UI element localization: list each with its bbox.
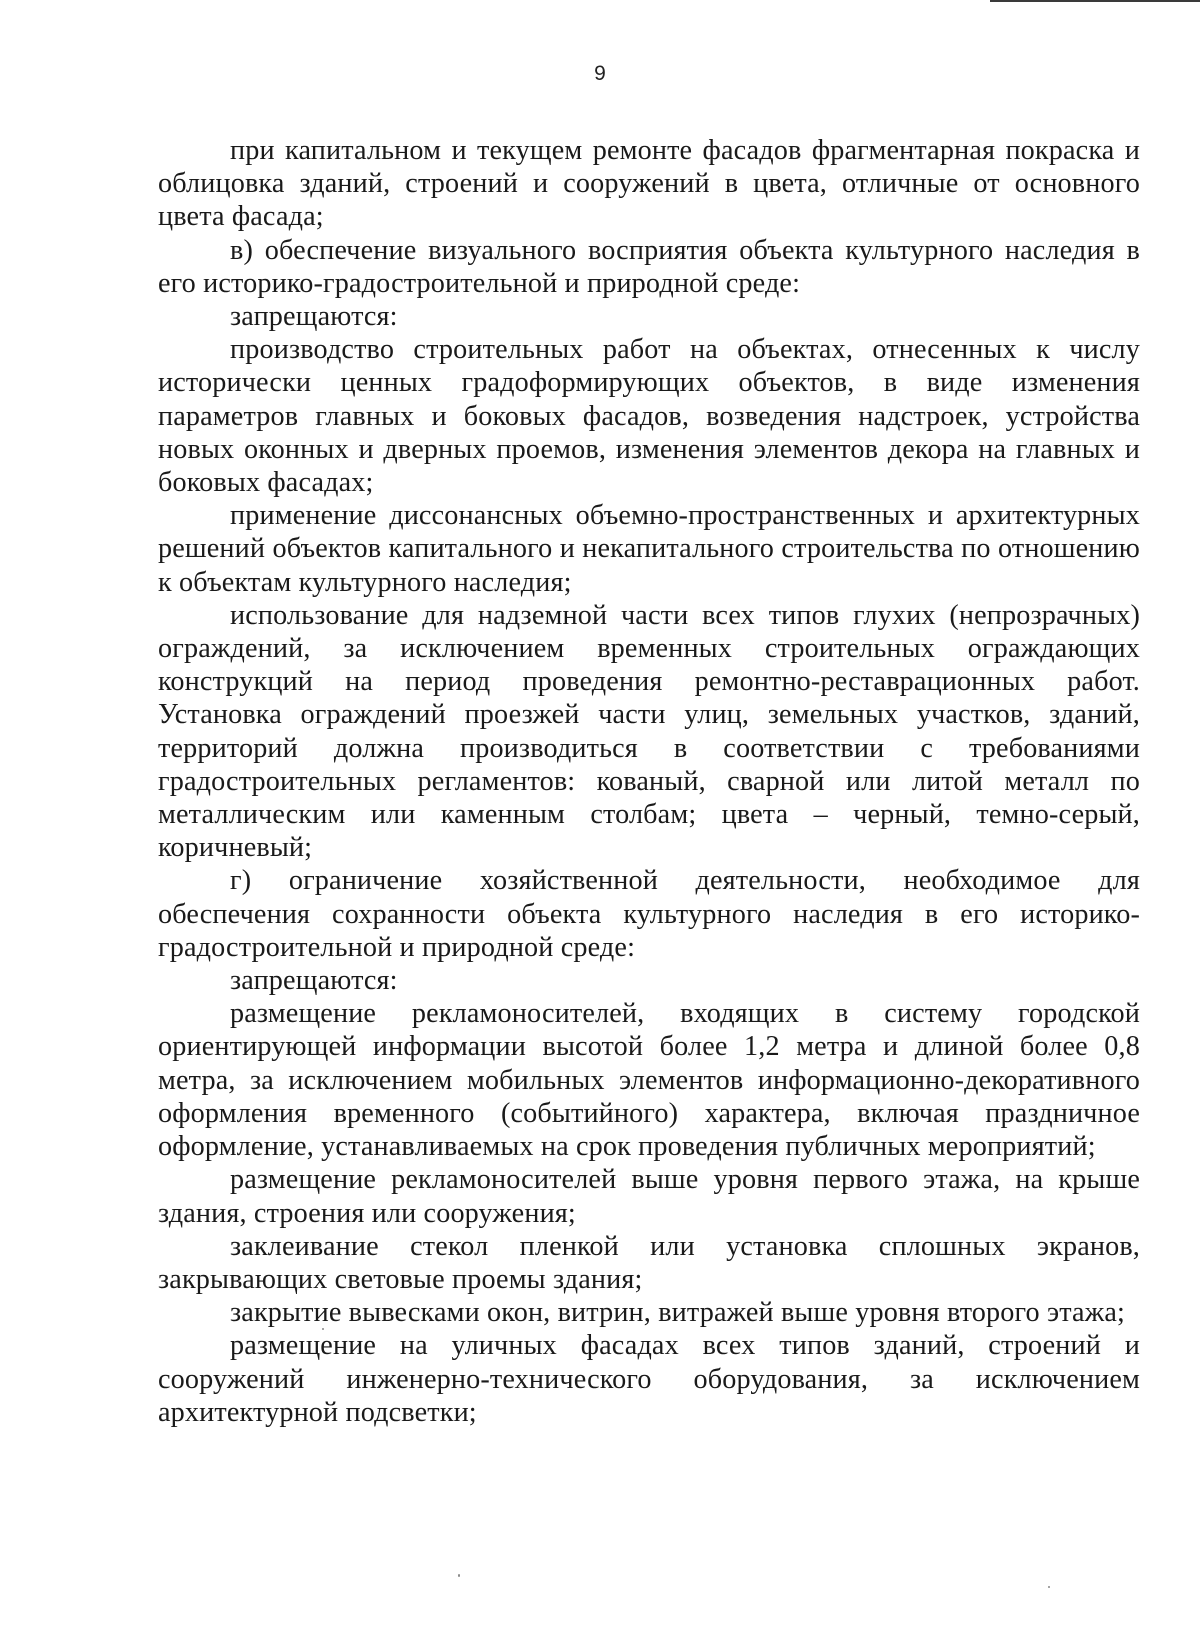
scan-speck bbox=[1048, 1586, 1050, 1588]
paragraph-prohibited-heading: запрещаются: bbox=[230, 301, 398, 333]
paragraph-visual-perception: в) обеспечение визуального восприятия объекта культурного наследия в его историко-градостроительной и природной среде: bbox=[158, 234, 1140, 299]
document-body bbox=[158, 134, 1140, 1429]
scan-edge-line bbox=[990, 0, 1200, 2]
paragraph-dissonant-solutions: применение диссонансных объемно-пространственных и архитектурных решений объектов капитального и некапитального строительства по отношению к объектам культурного наследия; bbox=[158, 500, 1140, 598]
paragraph-engineering-equipment: размещение на уличных фасадах всех типов зданий, строений и сооружений инженерно-технического оборудования, за исключением архитектурной подсветки; bbox=[158, 1330, 1140, 1428]
paragraph-facade-painting: при капитальном и текущем ремонте фасадов фрагментарная покраска и облицовка зданий, строений и сооружений в цвета, отличные от основного цвета фасада; bbox=[158, 135, 1140, 233]
paragraph-advertising-above-first-floor: размещение рекламоносителей выше уровня первого этажа, на крыше здания, строения или сооружения; bbox=[158, 1164, 1140, 1229]
paragraph-signboards: закрытие вывесками окон, витрин, витражей выше уровня второго этажа; bbox=[230, 1297, 1125, 1329]
paragraph-glass-film: заклеивание стекол пленкой или установка сплошных экранов, закрывающих световые проемы здания; bbox=[158, 1230, 1140, 1295]
paragraph-economic-activity: г) ограничение хозяйственной деятельности, необходимое для обеспечения сохранности объекта культурного наследия в его историко-градостроительной и природной среде: bbox=[158, 865, 1140, 963]
paragraph-prohibited-heading-2: запрещаются: bbox=[230, 965, 398, 997]
scan-speck bbox=[458, 1574, 460, 1577]
scan-speck bbox=[322, 1328, 324, 1330]
page-number: 9 bbox=[594, 62, 606, 85]
paragraph-fences: использование для надземной части всех типов глухих (непрозрачных) ограждений, за исключением временных строительных ограждающих конструкций на период проведения ремонтно-реставрационных работ. Установка ограждений проезжей части улиц, земельных участков, зданий, территорий должна производиться в соответствии с требованиями градостроительных регламентов: кованый, сварной или литой металл по металлическим или каменным столбам; цвета – черный, темно-серый, коричневый; bbox=[158, 599, 1140, 864]
paragraph-advertising-carriers: размещение рекламоносителей, входящих в систему городской ориентирующей информации высотой более 1,2 метра и длиной более 0,8 метра, за исключением мобильных элементов информационно-декоративного оформления временного (событийного) характера, включая праздничное оформление, устанавливаемых на срок проведения публичных мероприятий; bbox=[158, 998, 1140, 1163]
paragraph-construction-works: производство строительных работ на объектах, отнесенных к числу исторически ценных градоформирующих объектов, в виде изменения параметров главных и боковых фасадов, возведения надстроек, устройства новых оконных и дверных проемов, изменения элементов декора на главных и боковых фасадах; bbox=[158, 334, 1140, 499]
